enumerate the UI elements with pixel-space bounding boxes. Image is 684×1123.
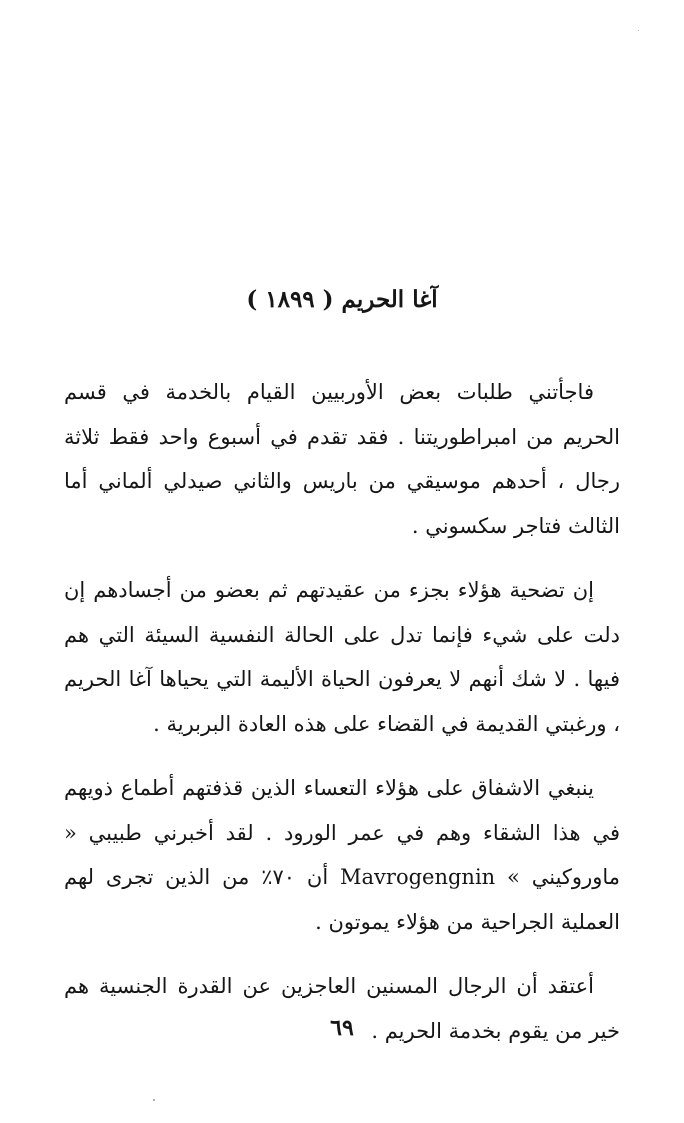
chapter-title: آغا الحريم ( ١٨٩٩ ) (246, 286, 438, 313)
page-number: ٦٩ (330, 1015, 354, 1041)
scan-speck (638, 30, 639, 31)
scan-speck (153, 1099, 155, 1101)
paragraph-1: فاجأتني طلبات بعض الأوربيين القيام بالخدمة في قسم الحريم من امبراطوريتنا . فقد تقدم في أسبوع واحد فقط ثلاثة رجال ، أحدهم موسيقي من باريس والثاني صيدلي ألماني أما الثالث فتاجر سكسوني . (64, 380, 620, 538)
paragraph-3: ينبغي الاشفاق على هؤلاء التعساء الذين قذفتهم أطماع ذويهم في هذا الشقاء وهم في عمر الورود . لقد أخبرني طبيبي « ماوروكيني » Mavrogengnin أن ٧٠٪ من الذين تجرى لهم العملية الجراحية من هؤلاء يموتون . (64, 776, 620, 934)
paragraph-2: إن تضحية هؤلاء بجزء من عقيدتهم ثم بعضو من أجسادهم إن دلت على شيء فإنما تدل على الحالة النفسية السيئة التي هم فيها . لا شك أنهم لا يعرفون الحياة الأليمة التي يحياها آغا الحريم ، ورغبتي القديمة في القضاء على هذه العادة البربرية . (64, 578, 620, 736)
body-text (64, 370, 620, 1053)
paragraph-4: أعتقد أن الرجال المسنين العاجزين عن القدرة الجنسية هم خير من يقوم بخدمة الحريم . (64, 974, 620, 1043)
